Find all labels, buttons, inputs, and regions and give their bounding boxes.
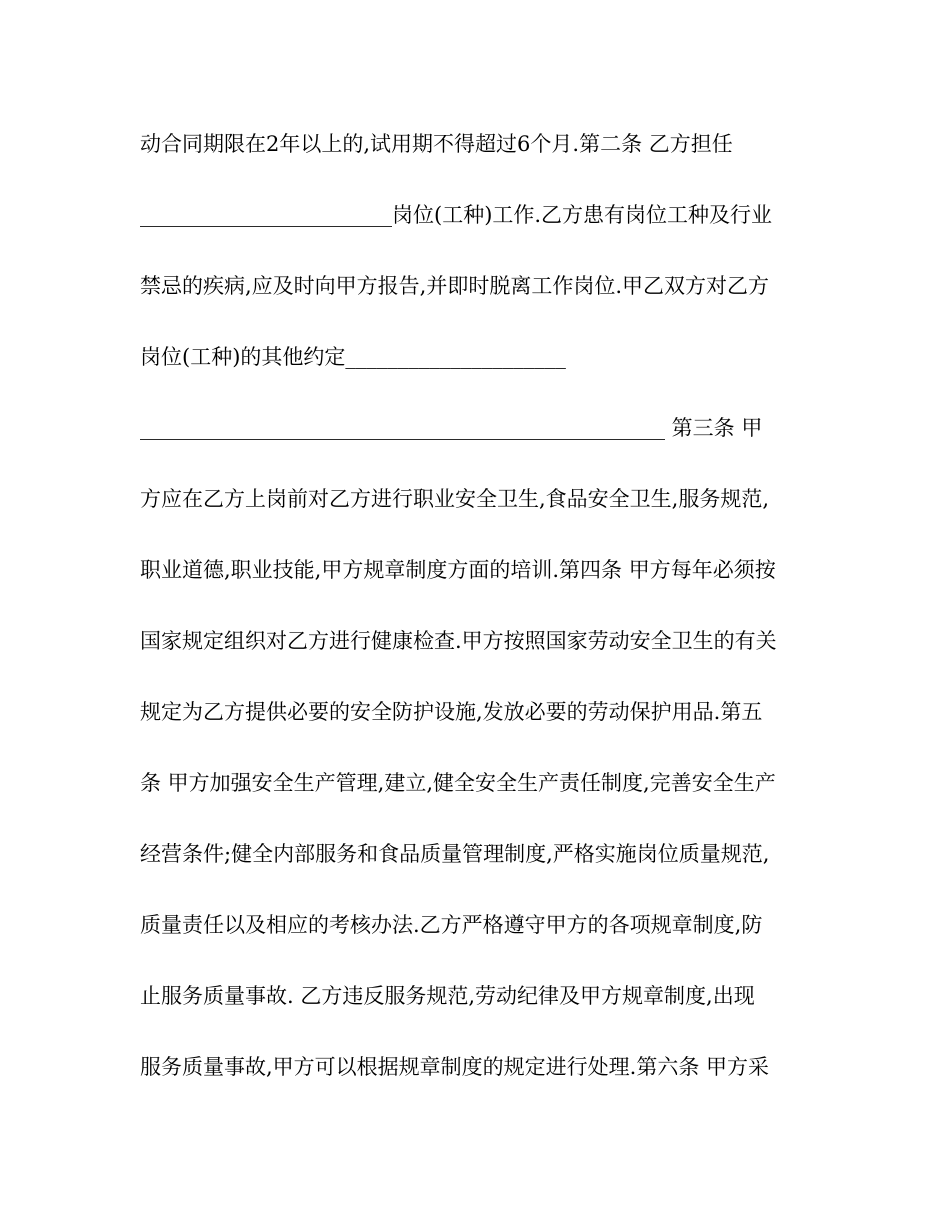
paragraph-line: 经营条件;健全内部服务和食品质量管理制度,严格实施岗位质量规范, <box>140 842 770 866</box>
paragraph-line: 服务质量事故,甲方可以根据规章制度的规定进行处理.第六条 甲方采 <box>140 1055 770 1079</box>
paragraph-line: 动合同期限在2年以上的,试用期不得超过6个月.第二条 乙方担任 <box>140 132 733 156</box>
paragraph-line: 禁忌的疾病,应及时向甲方报告,并即时脱离工作岗位.甲乙双方对乙方 <box>140 274 770 298</box>
paragraph-line: 国家规定组织对乙方进行健康检查.甲方按照国家劳动安全卫生的有关 <box>140 629 777 653</box>
paragraph-line: 方应在乙方上岗前对乙方进行职业安全卫生,食品安全卫生,服务规范, <box>140 487 770 511</box>
paragraph-line: 条 甲方加强安全生产管理,建立,健全安全生产责任制度,完善安全生产 <box>140 771 776 795</box>
paragraph-line: 岗位(工种)的其他约定_____________________ <box>140 345 566 369</box>
paragraph-line: ________________________岗位(工种)工作.乙方患有岗位工种及行业 <box>140 203 773 227</box>
paragraph-line: 规定为乙方提供必要的安全防护设施,发放必要的劳动保护用品.第五 <box>140 700 763 724</box>
paragraph-line: 止服务质量事故. 乙方违反服务规范,劳动纪律及甲方规章制度,出现 <box>140 984 755 1008</box>
paragraph-line: 质量责任以及相应的考核办法.乙方严格遵守甲方的各项规章制度,防 <box>140 913 763 937</box>
paragraph-line: __________________________________________________ 第三条 甲 <box>140 416 763 440</box>
paragraph-line: 职业道德,职业技能,甲方规章制度方面的培训.第四条 甲方每年必须按 <box>140 558 776 582</box>
